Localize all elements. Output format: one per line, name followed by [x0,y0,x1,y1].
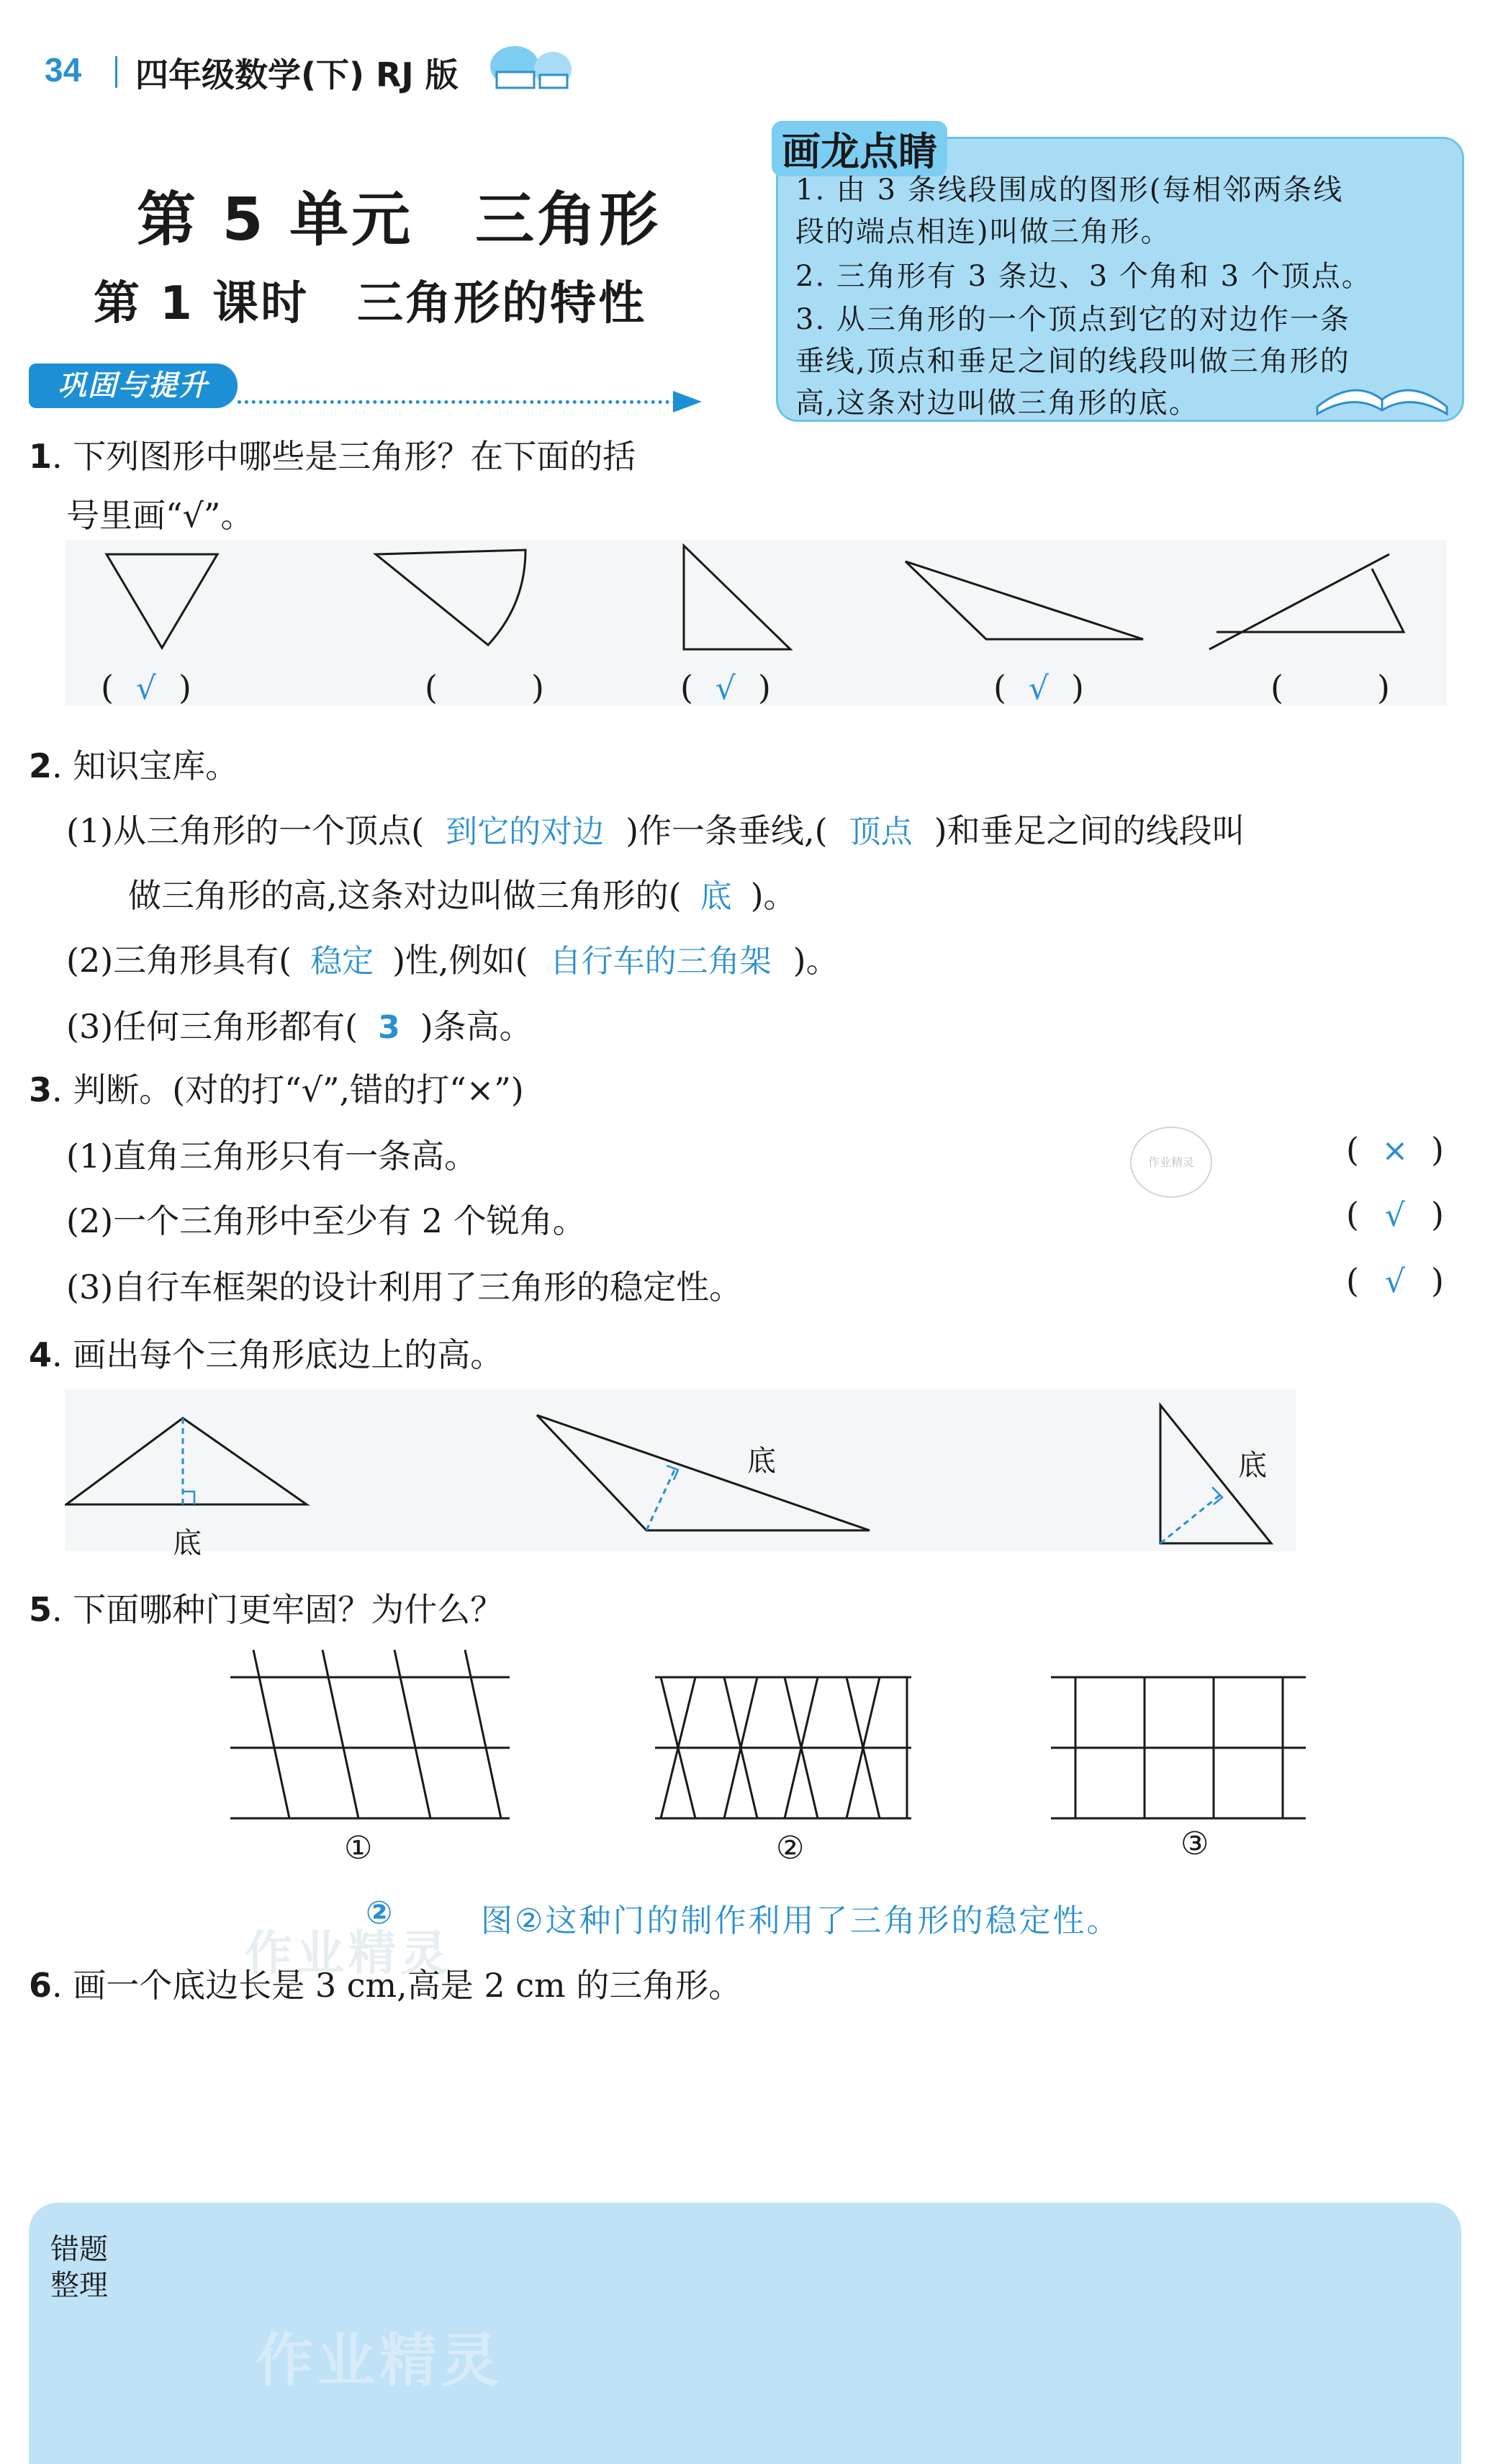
stamp-watermark: 作业精灵 [1130,1127,1212,1198]
q4-base-label-3: 底 [1238,1449,1267,1482]
q6-dot: . [52,1966,73,2005]
q4-title: 画出每个三角形底边上的高。 [73,1335,504,1374]
q1-shape-sector [376,550,525,645]
q2-s2-answer2: 自行车的三角架 [549,943,772,980]
q4-title-line [29,1329,503,1376]
book-title: 四年级数学(下) RJ 版 [135,55,459,94]
q4-triangle-2 [537,1415,870,1530]
q4-triangles [65,1389,1296,1551]
q1-number: 1 [29,437,53,476]
q1-shape-triangle-down [107,554,217,648]
q1-text-line1 [29,430,636,478]
q1-text: 下列图形中哪些是三角形？在下面的括 [73,437,636,476]
q4-base-label-1: 底 [173,1527,202,1560]
q2-s1-answer2: 顶点 [849,813,913,850]
q3-item-2: (2)一个三角形中至少有 2 个锐角。 [66,1201,586,1240]
tip-line-6: 高,这条对边叫做三角形的底。 [795,387,1199,420]
q5-answer-choice: ② [366,1895,393,1931]
watermark-2: 作业精灵 [256,2327,503,2394]
q5-answer-text: 图②这种门的制作利用了三角形的稳定性。 [481,1903,1121,1939]
q1-shape-open-figure [1209,554,1404,649]
tip-line-3: 2. 三角形有 3 条边、3 个角和 3 个顶点。 [795,260,1372,293]
tip-line-4: 3. 从三角形的一个顶点到它的对边作一条 [795,303,1350,336]
section-tag: 巩固与提升 [29,364,238,408]
q1-answer-2: ( ) [425,668,544,707]
q5-label-3: ③ [1181,1826,1209,1862]
q3-number: 3 [29,1070,53,1109]
tip-line-1: 1. 由 3 条线段围成的图形(每相邻两条线 [795,173,1344,207]
tip-line-5: 垂线,顶点和垂足之间的线段叫做三角形的 [795,345,1350,378]
q2-title-line [29,740,238,788]
q2-s3-answer: 3 [378,1009,400,1046]
unit-title: 第 5 单元 三角形 [137,186,662,254]
q2-sub1b: 做三角形的高,这条对边叫做三角形的( 底 )。 [128,876,797,915]
q2-s2-answer1: 稳定 [310,943,374,980]
q6-number: 6 [29,1966,53,2005]
section-dotted-line [238,400,684,404]
q3-answer-2: ( √ ) [1346,1195,1444,1234]
q1-dot: . [52,437,73,476]
q4-base-label-2: 底 [747,1445,776,1478]
q2-sub1: (1)从三角形的一个顶点( 到它的对边 )作一条垂线,( 顶点 )和垂足之间的线段叫 [66,811,1245,850]
watermark-1: 作业精灵 [245,1926,452,1981]
q2-number: 2 [29,746,53,785]
q5-label-1: ① [344,1830,373,1867]
q1-answer-3: ( √ ) [680,668,771,707]
q2-title: 知识宝库。 [73,746,239,785]
q3-dot: . [52,1070,73,1109]
q1-shape-right-triangle [684,546,790,649]
q5-title: 下面哪种门更牢固？为什么？ [73,1590,504,1629]
mascot-icon [482,37,576,91]
q2-sub3: (3)任何三角形都有( 3 )条高。 [66,1007,533,1046]
lesson-title: 第 1 课时 三角形的特性 [94,277,647,330]
tip-title: 画龙点睛 [772,121,947,176]
q3-item-3: (3)自行车框架的设计利用了三角形的稳定性。 [66,1268,743,1307]
q5-label-2: ② [776,1830,805,1867]
q1-answer-1: ( √ ) [101,668,191,707]
q1-answer-5: ( ) [1270,668,1390,707]
q5-doors [216,1641,1310,1828]
page-number: 34 [45,51,82,89]
q1-answer-4: ( √ ) [993,668,1084,707]
open-book-icon [1310,338,1454,418]
q2-s1b-answer: 底 [700,878,732,915]
q3-item-1: (1)直角三角形只有一条高。 [66,1137,478,1175]
arrow-right-icon [673,391,702,412]
q6-title: 画一个底边长是 3 cm,高是 2 cm 的三角形。 [73,1966,742,2005]
q4-right-angle-1 [183,1492,194,1504]
q3-title-line [29,1064,524,1111]
q1-shape-obtuse-triangle [906,561,1143,639]
q3-title: 判断。(对的打“√”,错的打“×”) [73,1070,524,1109]
q5-number: 5 [29,1590,53,1629]
q3-answer-1: ( × ) [1346,1130,1444,1169]
q5-title-line [29,1584,503,1631]
q2-sub2: (2)三角形具有( 稳定 )性,例如( 自行车的三角架 )。 [66,941,839,980]
footer-label: 错题整理 [50,2233,108,2302]
q4-number: 4 [29,1335,53,1374]
q2-s1-answer1: 到它的对边 [446,813,605,850]
q4-height-3 [1160,1494,1221,1543]
q4-dot: . [52,1335,73,1374]
footer-note-area [29,2203,1461,2464]
q5-dot: . [52,1590,73,1629]
header-divider [115,56,117,88]
q2-dot: . [52,746,73,785]
q6-title-line [29,1959,741,2007]
q4-right-angle-3 [1212,1487,1222,1504]
tip-line-2: 段的端点相连)叫做三角形。 [795,215,1171,248]
q1-text-line2: 号里画“√”。 [66,496,254,535]
q3-answer-3: ( √ ) [1346,1261,1444,1300]
q4-height-2 [646,1468,675,1530]
